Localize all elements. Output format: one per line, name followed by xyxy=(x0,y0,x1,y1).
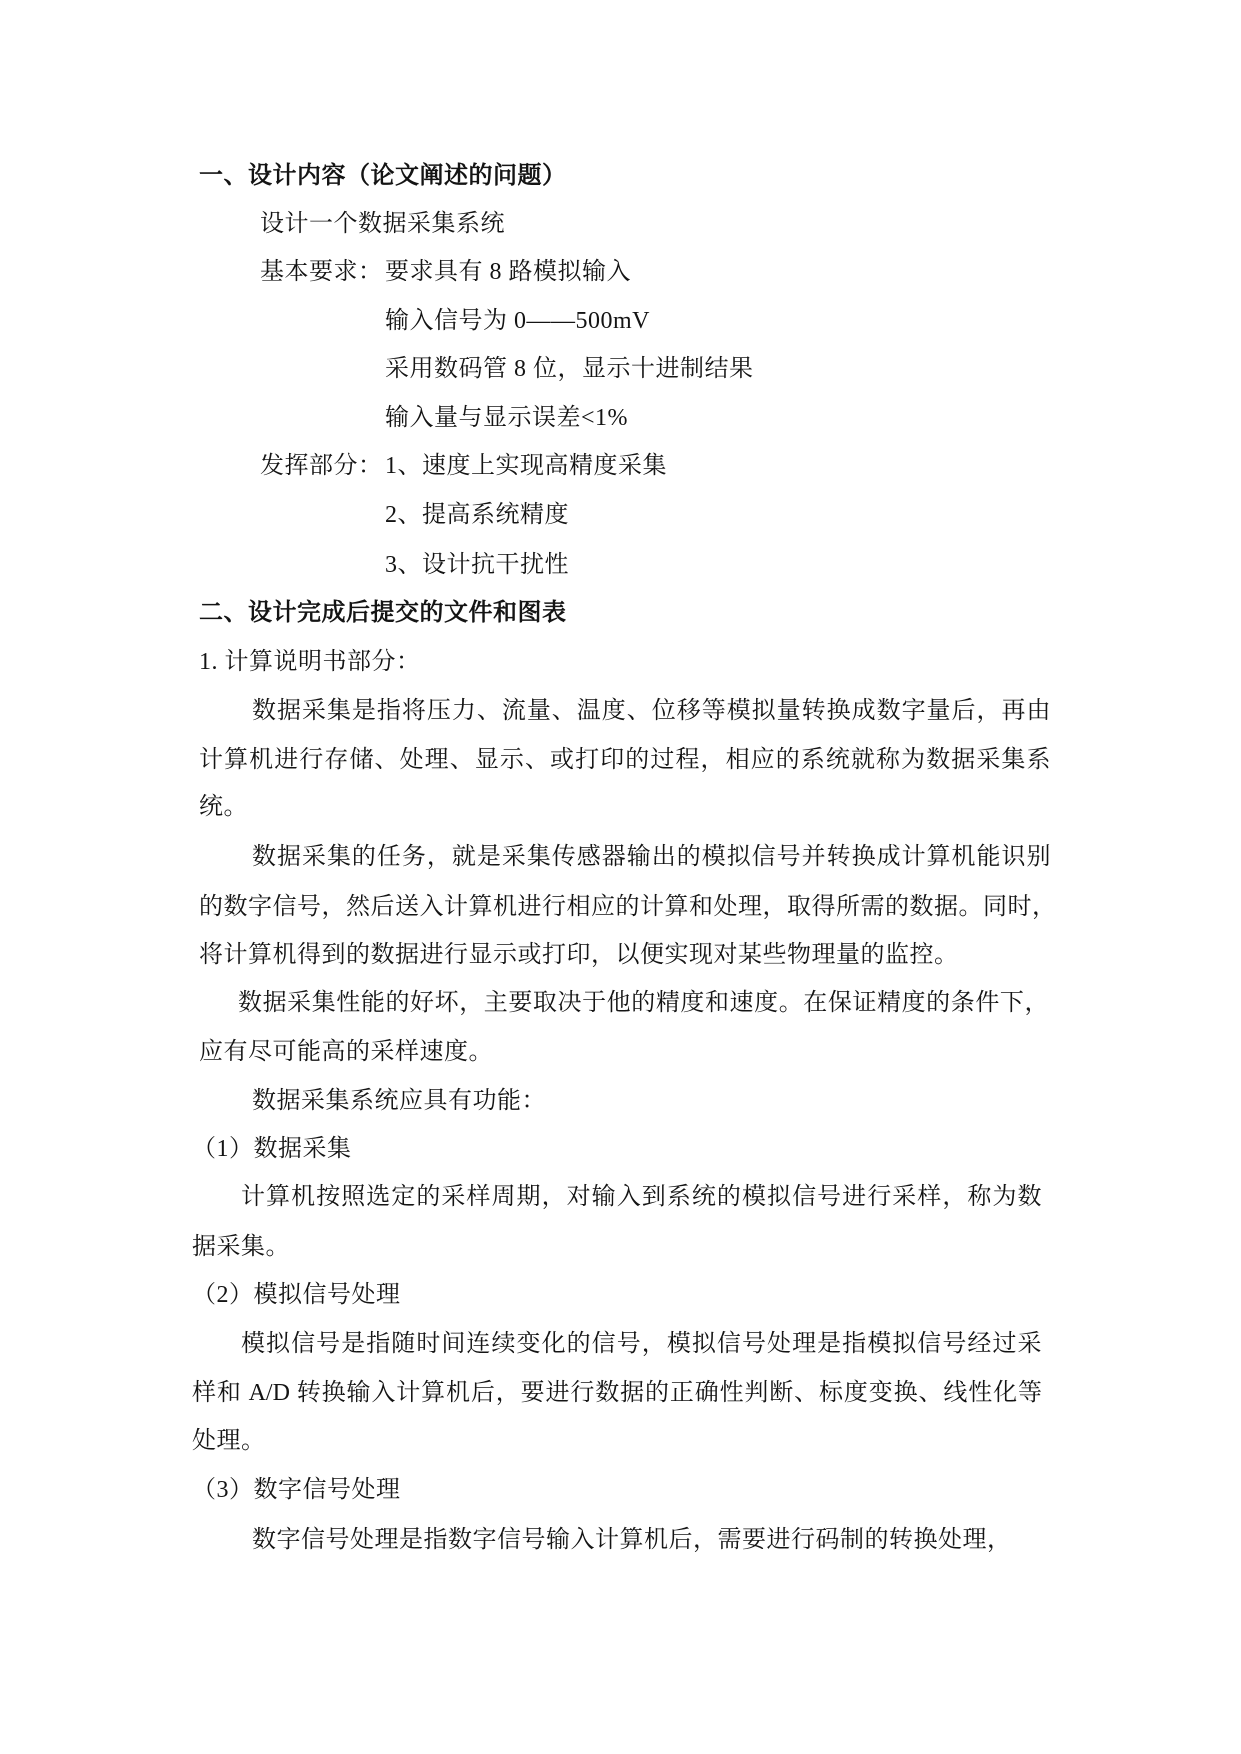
section-heading: 一、设计内容（论文阐述的问题） xyxy=(199,163,567,189)
paragraph-line: 计算机进行存储、处理、显示、或打印的过程，相应的系统就称为数据采集系 xyxy=(199,747,1051,773)
function-line: 据采集。 xyxy=(192,1234,290,1260)
requirement-item: 要求具有 8 路模拟输入 xyxy=(385,259,631,285)
paragraph-line: 数据采集性能的好坏，主要取决于他的精度和速度。在保证精度的条件下， xyxy=(238,990,1049,1016)
function-line: 计算机按照选定的采样周期，对输入到系统的模拟信号进行采样，称为数 xyxy=(241,1184,1042,1210)
function-title: （3）数字信号处理 xyxy=(192,1477,401,1503)
extended-item: 3、设计抗干扰性 xyxy=(385,552,569,578)
function-line: 模拟信号是指随时间连续变化的信号，模拟信号处理是指模拟信号经过采 xyxy=(241,1331,1042,1357)
extended-item: 1、速度上实现高精度采集 xyxy=(385,453,667,479)
extended-item: 2、提高系统精度 xyxy=(385,502,569,528)
requirement-item: 输入信号为 0——500mV xyxy=(385,308,650,334)
basic-requirements-label: 基本要求： xyxy=(260,259,383,285)
paragraph-line: 数据采集系统应具有功能： xyxy=(252,1088,546,1114)
section-heading: 二、设计完成后提交的文件和图表 xyxy=(199,600,567,626)
paragraph-line: 数据采集的任务，就是采集传感器输出的模拟信号并转换成计算机能识别 xyxy=(252,844,1051,870)
paragraph-line: 数据采集是指将压力、流量、温度、位移等模拟量转换成数字量后，再由 xyxy=(252,698,1051,724)
requirement-item: 输入量与显示误差<1% xyxy=(385,405,629,431)
function-title: （1）数据采集 xyxy=(192,1136,352,1162)
subheading: 1. 计算说明书部分： xyxy=(199,649,421,675)
function-line: 处理。 xyxy=(192,1428,266,1454)
paragraph-line: 的数字信号，然后送入计算机进行相应的计算和处理，取得所需的数据。同时， xyxy=(199,894,1057,920)
paragraph-line: 应有尽可能高的采样速度。 xyxy=(199,1039,493,1065)
function-line: 样和 A/D 转换输入计算机后，要进行数据的正确性判断、标度变换、线性化等 xyxy=(192,1380,1042,1406)
function-line: 数字信号处理是指数字信号输入计算机后，需要进行码制的转换处理， xyxy=(252,1527,1012,1553)
design-topic: 设计一个数据采集系统 xyxy=(260,211,505,237)
extended-part-label: 发挥部分： xyxy=(260,453,383,479)
paragraph-line: 将计算机得到的数据进行显示或打印，以便实现对某些物理量的监控。 xyxy=(199,942,959,968)
paragraph-line: 统。 xyxy=(199,794,248,820)
function-title: （2）模拟信号处理 xyxy=(192,1282,401,1308)
requirement-item: 采用数码管 8 位，显示十进制结果 xyxy=(385,356,754,382)
